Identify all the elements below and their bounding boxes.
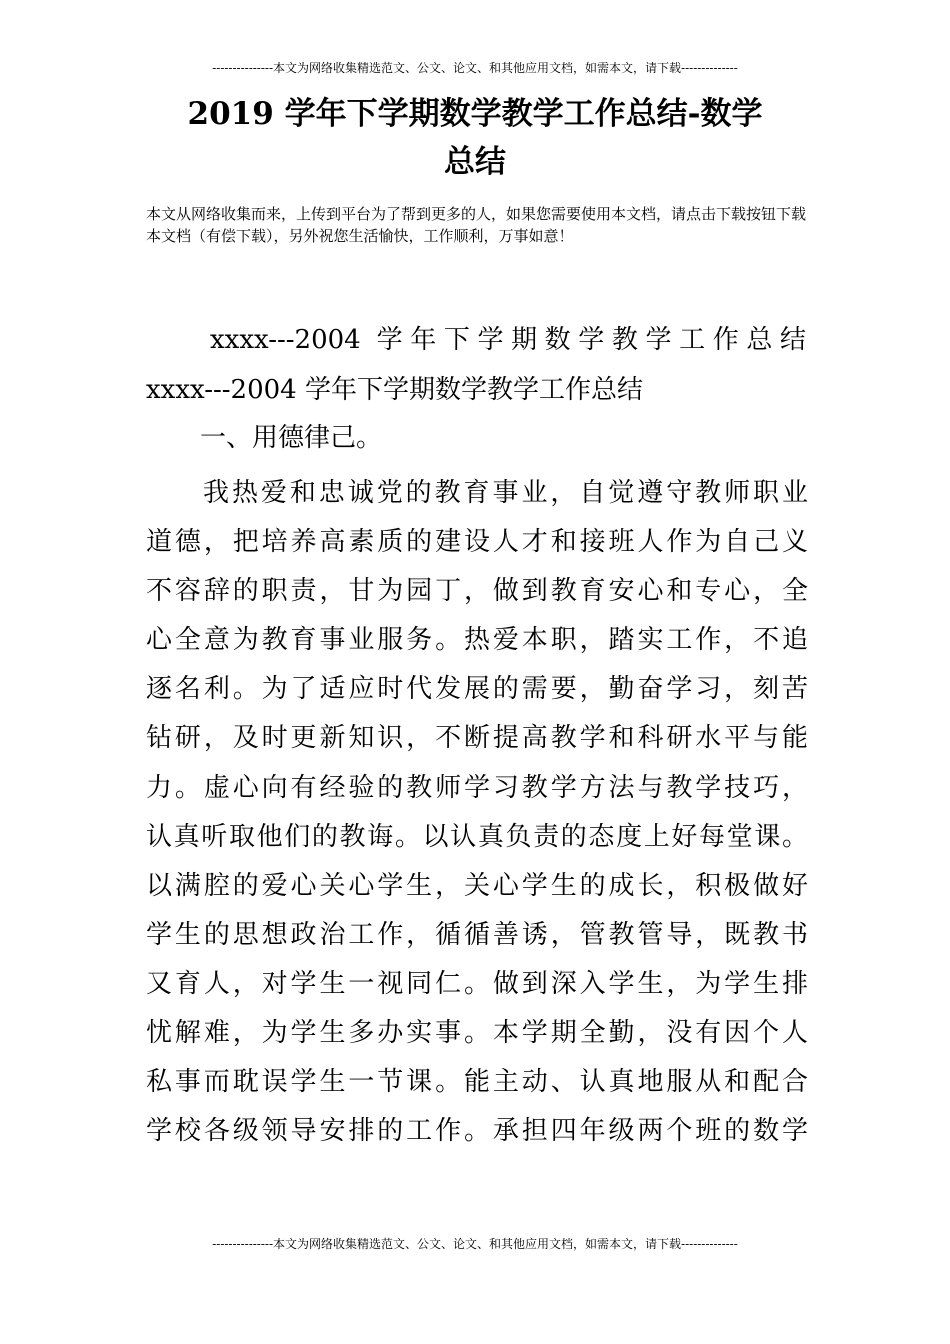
document-title [150,90,800,186]
footer-banner: ---------------本文为网络收集精选范文、公文、论文、和其他应用文档，如需本文，请下载-------------- [212,1237,738,1251]
paragraph-line: 力。虚心向有经验的教师学习教学方法与教学技巧， [146,772,808,803]
paragraph-line: 钻研，及时更新知识，不断提高教学和科研水平与能 [146,723,808,754]
download-notice: 本文从网络收集而来，上传到平台为了帮到更多的人，如果您需要使用本文档，请点击下载按钮下载本文档（有偿下载），另外祝您生活愉快，工作顺利，万事如意！ [146,205,807,245]
heading-line-2: xxxx---2004 学年下学期数学教学工作总结 [146,375,643,405]
paragraph-line: 又育人，对学生一视同仁。做到深入学生，为学生排 [146,968,808,999]
title-line-2: 总结 [444,144,506,180]
paragraph-line: 道德，把培养高素质的建设人才和接班人作为自己义 [146,527,808,558]
paragraph-line: 逐名利。为了适应时代发展的需要，勤奋学习，刻苦 [146,674,808,705]
paragraph-line: 以满腔的爱心关心学生，关心学生的成长，积极做好 [146,870,808,901]
section-title: 一、用德律己。 [200,423,383,453]
paragraph-line: 学生的思想政治工作，循循善诱，管教管导，既教书 [146,919,808,950]
title-line-1: 2019 学年下学期数学教学工作总结-数学 [187,96,763,132]
paragraph-line: 不容辞的职责，甘为园丁，做到教育安心和专心，全 [146,576,808,607]
paragraph-line: 心全意为教育事业服务。热爱本职，踏实工作，不追 [146,625,808,656]
paragraph-line: 忧解难，为学生多办实事。本学期全勤，没有因个人 [146,1018,808,1049]
body-paragraph [146,469,808,1156]
paragraph-line: 学校各级领导安排的工作。承担四年级两个班的数学 [146,1116,808,1147]
paragraph-line: 我热爱和忠诚党的教育事业，自觉遵守教师职业 [203,478,808,508]
heading-line-1: xxxx---2004 学年下学期数学教学工作总结 [210,325,806,355]
header-banner: ---------------本文为网络收集精选范文、公文、论文、和其他应用文档，如需本文，请下载-------------- [212,61,738,75]
paragraph-line: 认真听取他们的教诲。以认真负责的态度上好每堂课。 [146,821,808,852]
paragraph-line: 私事而耽误学生一节课。能主动、认真地服从和配合 [146,1067,808,1098]
